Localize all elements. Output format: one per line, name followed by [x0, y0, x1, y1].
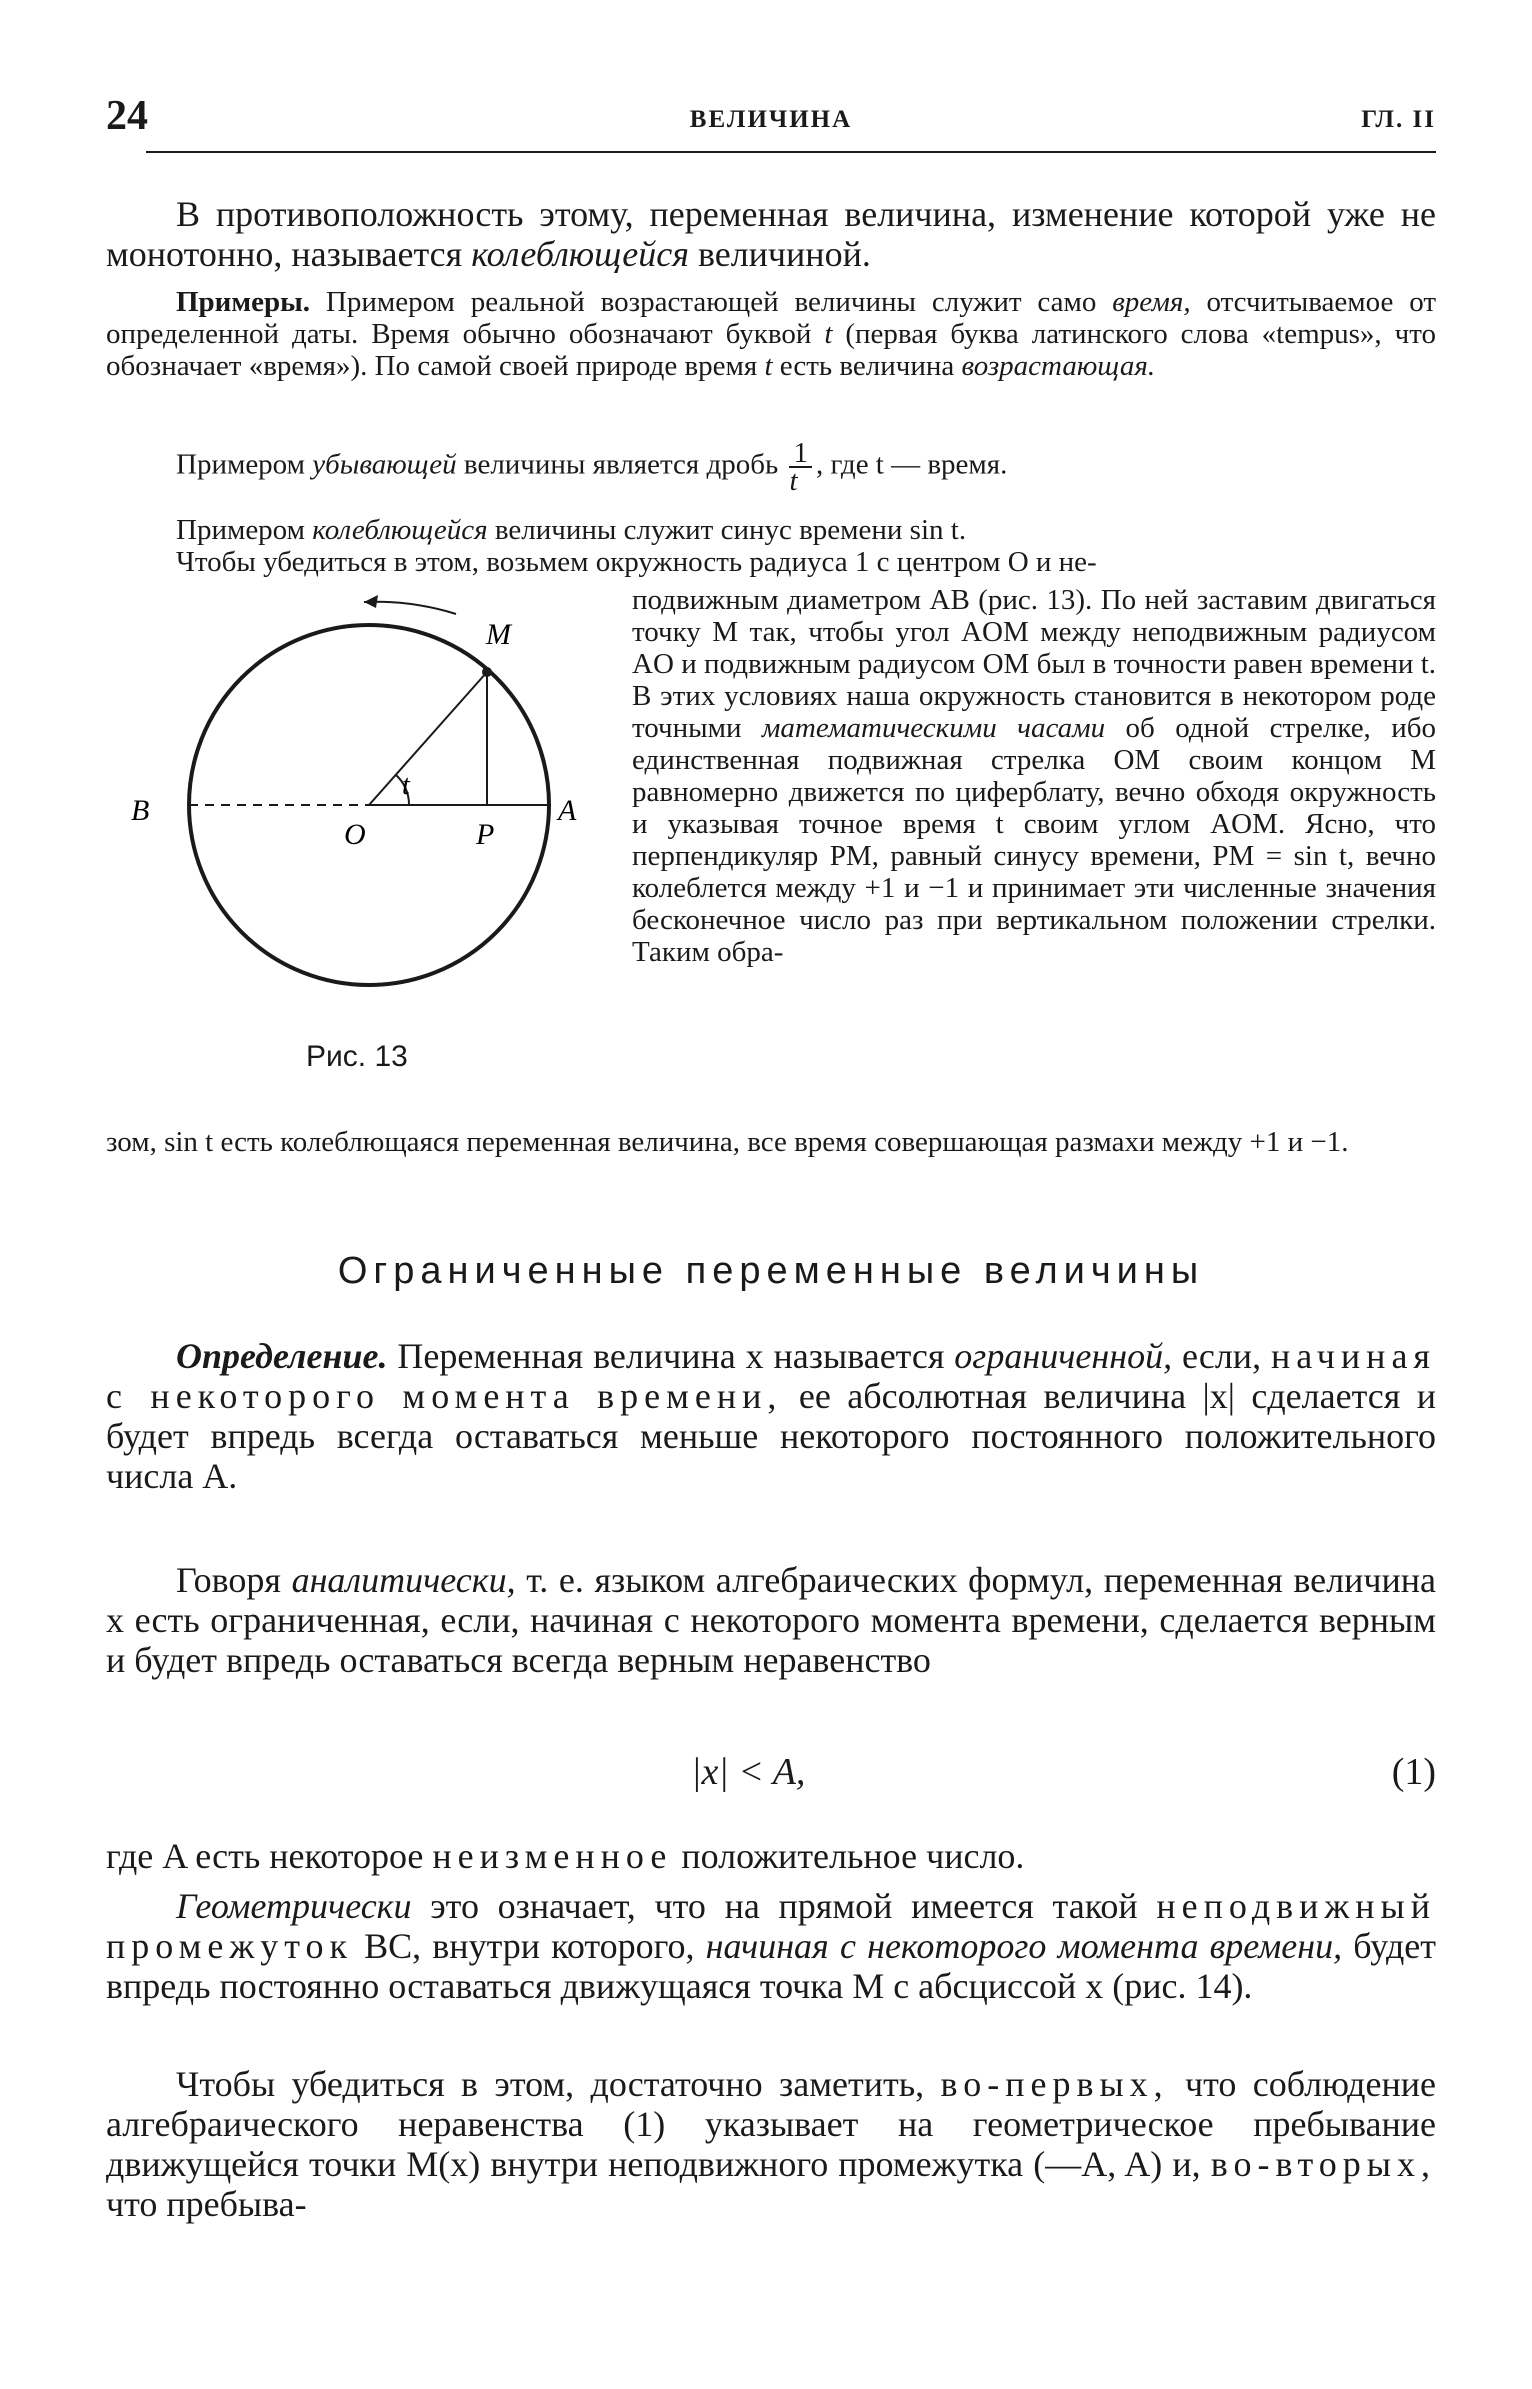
where-pre: где A есть некоторое [106, 1836, 433, 1876]
examples-em-2: возрастающая. [961, 350, 1156, 382]
analytic-em: аналитически, [291, 1560, 516, 1600]
intro-paragraph [106, 194, 1436, 274]
side-text-em: математическими часами [761, 712, 1106, 744]
examples-label: Примеры. [176, 286, 311, 318]
geometric-em-2: начиная с некоторого момента времени, [705, 1926, 1343, 1966]
examples-text-2: отсчитываемое от определенной даты. Время обычно обозначают буквой [106, 286, 1436, 350]
formula-1 [106, 1750, 1436, 1794]
fraction-numerator: 1 [789, 440, 812, 468]
running-header [106, 92, 1436, 142]
formula-expression: |x| < A, [691, 1751, 806, 1793]
osc-em: колеблющейся [312, 514, 488, 546]
geometric-text-3: будет впредь постоянно оставаться движущаяся точка M с абсциссой x (рис. 14). [106, 1926, 1436, 2006]
where-post: положительное число. [672, 1836, 1025, 1876]
dec-em: убывающей [312, 448, 457, 481]
geometric-em: Геометрически [176, 1886, 412, 1926]
dec-mid: величины является дробь [456, 448, 786, 481]
geometric-text-1: это означает, что на прямой имеется такой [411, 1886, 1157, 1926]
examples-var-1: t [824, 318, 833, 350]
section-heading: Ограниченные переменные величины [337, 1250, 1205, 1292]
intro-term: колеблющейся [471, 234, 689, 274]
continuation-line: Чтобы убедиться в этом, возьмем окружность радиуса 1 с центром O и не- [176, 546, 1097, 578]
moving-radius-om [369, 672, 487, 805]
definition-paragraph [106, 1336, 1436, 1496]
definition-text-1: Переменная величина x называется [387, 1336, 955, 1376]
dec-post: , где t — время. [815, 448, 1008, 481]
fraction [789, 437, 812, 497]
definition-text-3: ее абсолютная величина |x| сделается и будет впредь всегда оставаться меньше некоторого постоянного положительного числа A. [106, 1376, 1437, 1496]
formula-number: (1) [1391, 1751, 1436, 1793]
dec-pre: Примером [176, 448, 313, 481]
fraction-denominator: t [789, 465, 798, 497]
side-text-1: подвижным диаметром AB (рис. 13). По ней заставим двигаться точку M так, чтобы угол AOM между неподвижным радиусом AO и подвижным радиусом OM был в точности равен времени t. В этих условиях наша окружность становится в некотором роде точными [632, 584, 1436, 744]
definition-text-2: если, [1172, 1336, 1271, 1376]
analytic-post: т. е. языком алгебраических формул, переменная величина x есть ограниченная, если, начиная с некоторого момента времени, сделается верным и будет впредь оставаться всегда верным неравенство [106, 1560, 1436, 1680]
label-t: t [402, 770, 410, 801]
figure-after-text: зом, sin t есть колеблющаяся переменная величина, все время совершающая размахи между +1 и −1. [106, 1126, 1349, 1158]
label-a: A [558, 794, 577, 827]
definition-label: Определение. [176, 1336, 388, 1376]
label-b: B [131, 794, 150, 827]
examples-var-2: t [764, 350, 773, 382]
last-text-2: что соблюдение алгебраического неравенства (1) указывает на геометрическое пребывание движущейся точки M(x) внутри неподвижного промежутка (—A, A) и, [106, 2064, 1436, 2184]
examples-text-4: есть величина [772, 350, 962, 382]
label-p: P [476, 818, 495, 851]
geometric-spaced: неподвижный промежуток [106, 1886, 1436, 1966]
direction-arc [364, 602, 456, 614]
analytic-pre: Говоря [176, 1560, 292, 1600]
label-o: O [344, 818, 366, 851]
examples-text-3: (первая буква латинского слова «tempus», что обозначает «время»). По самой своей природе время [106, 318, 1436, 382]
geometric-paragraph [106, 1886, 1436, 2006]
where-spaced: неизменное [432, 1836, 673, 1876]
figure-13-diagram [126, 592, 596, 1022]
examples-em-1: время, [1112, 286, 1191, 318]
osc-pre: Примером [176, 514, 313, 546]
last-text-3: что пребыва- [106, 2184, 307, 2224]
decreasing-example [106, 437, 1436, 497]
definition-spaced: начиная с некоторого момента времени, [106, 1336, 1436, 1416]
figure-caption: Рис. 13 [306, 1040, 408, 1073]
running-title: ВЕЛИЧИНА [689, 106, 853, 133]
last-spaced-2: во-вторых, [1210, 2144, 1436, 2184]
examples-paragraph [106, 286, 1436, 382]
label-m: M [486, 618, 511, 651]
definition-em: ограниченной, [954, 1336, 1173, 1376]
osc-post: величины служит синус времени sin t. [487, 514, 967, 546]
point-m-dot [482, 667, 492, 677]
examples-text-1: Примером реальной возрастающей величины служит само [310, 286, 1113, 318]
side-text-2: об одной стрелке, ибо единственная подвижная стрелка OM своим концом M равномерно движется по циферблату, вечно обходя окружность и указывая точное время t своим углом AOM. Ясно, что перпендикуляр PM, равный синусу времени, PM = sin t, вечно колеблется между +1 и −1 и принимает эти численные значения бесконечное число раз при вертикальном положении стрелки. Таким обра- [632, 712, 1436, 968]
analytic-paragraph [106, 1560, 1436, 1680]
last-paragraph [106, 2064, 1436, 2224]
where-line [106, 1836, 1436, 1876]
last-text-1: Чтобы убедиться в этом, достаточно заметить, [176, 2064, 941, 2104]
geometric-text-2: BC, внутри которого, [352, 1926, 706, 1966]
direction-arrowhead [364, 595, 378, 608]
figure-side-text [632, 584, 1436, 968]
last-spaced-1: во-первых, [940, 2064, 1169, 2104]
intro-end: величиной. [688, 234, 871, 274]
oscillating-example [106, 514, 1436, 546]
header-rule [146, 151, 1436, 153]
chapter-label: ГЛ. II [1361, 106, 1436, 133]
page-number: 24 [106, 93, 148, 139]
intro-text: В противоположность этому, переменная величина, изменение которой уже не монотонно, называется [106, 194, 1436, 274]
